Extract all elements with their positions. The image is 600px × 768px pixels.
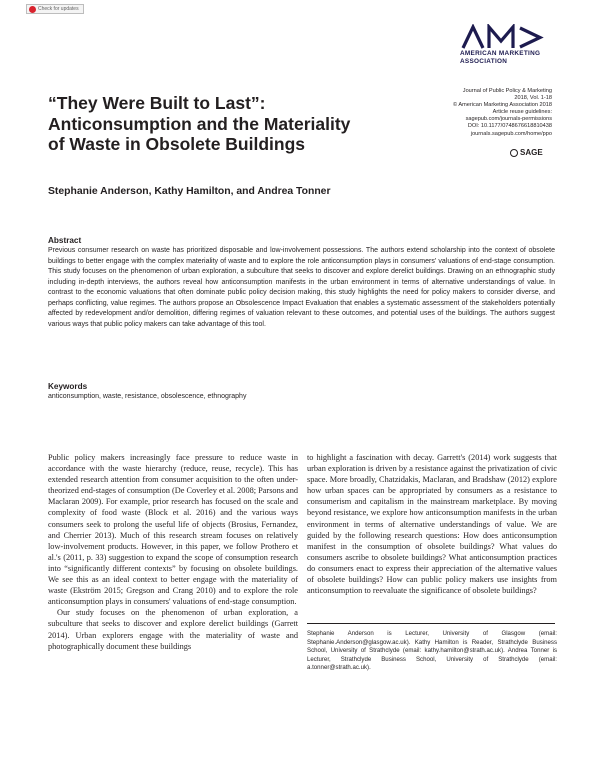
crossmark-icon <box>29 6 36 13</box>
title-line-3: of Waste in Obsolete Buildings <box>48 134 306 154</box>
journal-name: Journal of Public Policy & Marketing <box>462 88 552 94</box>
sage-icon <box>510 149 518 157</box>
article-title <box>48 93 378 155</box>
author-list: Stephanie Anderson, Kathy Hamilton, and Andrea Tonner <box>48 186 331 197</box>
author-affiliations-footnote: Stephanie Anderson is Lecturer, University of Glasgow (email: Stephanie.Anderson@glasgow.ac.uk). Kathy Hamilton is Reader, Strathclyde Business School, University of Strathclyde (email: kathy.hamilton@strath.ac.uk). Andrea Tonner is Lecturer, Strathclyde Business School, University of Strathclyde (email: a.tonner@strath.ac.uk). <box>307 630 557 672</box>
body-paragraph: Public policy makers increasingly face pressure to reduce waste in accordance with the waste hierarchy (reduce, reuse, recycle). This has extended research attention from consumer acquisition to the often under-theorized end-stages of consumption (De Coverley et al. 2008; Parsons and Maclaran 2009). For example, prior research has focused on the scale and complexity of food waste (Block et al. 2016) and the various ways consumers seek to prolong the useful life of objects (Brosius, Fernandez, and Cherrier 2013). Much of this research stream focuses on relatively low-involvement products. However, in this paper, we follow Prothero et al.'s (2011, p. 33) suggestion to expand the scope of consumption research into “significantly different contexts” by focusing on obsolete buildings. We see this as an ideal context to better engage with the materiality of waste (Ekström 2015; Gregson and Crang 2010) and to explore the role anticonsumption plays in consumers' valuations of end-stage consumption. <box>48 453 298 607</box>
body-column-left <box>48 452 298 652</box>
footnote-divider <box>307 623 555 624</box>
journal-home-link[interactable]: journals.sagepub.com/home/ppo <box>470 130 552 137</box>
ama-org-line2: ASSOCIATION <box>460 58 508 65</box>
body-column-right <box>307 452 557 596</box>
keywords-heading: Keywords <box>48 382 88 391</box>
ama-logo-mark <box>460 24 572 50</box>
abstract-text: Previous consumer research on waste has prioritized disposable and low-involvement possessions. The authors extend scholarship into the context of obsolete buildings to better engage with the complex materiality of waste and to explore the role anticonsumption plays in consumers' valuations of end-stage consumption. This study focuses on the phenomenon of urban exploration, a subculture that seeks to discover and explore derelict buildings. Drawing on an ethnographic study including in-depth interviews, the authors reveal how anticonsumption manifests in the urban environment in terms of alternative understandings of value. In contrast to the economic valuations that often dominate public policy decision making, this study highlights the need for policy makers to consider diverse, and perhaps conflicting, value regimes. The authors propose an Obsolescence Impact Evaluation that enables a systematic assessment of the stakeholders potentially affected by redevelopment and/or demolition, differing regimes of valuation relevant to these outcomes, and potential uses of the buildings. The authors suggest various ways that public policy makers can take advantage of this tool. <box>48 247 555 328</box>
ama-logo <box>460 24 572 66</box>
reuse-guidelines-label: Article reuse guidelines: <box>492 109 552 116</box>
abstract-heading: Abstract <box>48 236 82 245</box>
body-paragraph: to highlight a fascination with decay. Garrett's (2014) work suggests that urban exploration is driven by a resistance against the privatization of civic space. More broadly, Chatzidakis, Maclaran, and Bradshaw (2012) explore how urban spaces can be appropriated by consumers as a resistance to consumerism and capitalism in the mainstream marketplace. By moving beyond resistance, we explore how anticonsumption manifests in the urban environment in terms of alternative understandings of value. We are guided by the following research questions: How does anticonsumption manifest in the consumption of obsolete buildings? What values do consumers ascribe to obsolete buildings? What anticonsumption practices do consumers enact to express their appreciation of the alternative values of obsolete buildings? How can public policy makers use insights from anticonsumption to reevaluate the significance of obsolete buildings? <box>307 453 557 596</box>
ama-org-line1: AMERICAN MARKETING <box>460 50 541 57</box>
journal-volume: 2018, Vol. 1-18 <box>514 95 552 102</box>
journal-info <box>400 88 552 138</box>
body-paragraph: Our study focuses on the phenomenon of urban exploration, a subculture that seeks to discover and explore derelict buildings (Garrett 2014). Urban explorers engage with the materiality of waste and photographically document these buildings <box>48 608 298 651</box>
title-line-1: “They Were Built to Last”: <box>48 93 266 113</box>
journal-copyright: © American Marketing Association 2018 <box>453 102 552 109</box>
check-for-updates-label: Check for updates <box>38 6 79 12</box>
permissions-link[interactable]: sagepub.com/journals-permissions <box>465 116 552 123</box>
title-line-2: Anticonsumption and the Materiality <box>48 113 351 134</box>
check-for-updates-badge[interactable] <box>26 4 84 14</box>
keywords-text: anticonsumption, waste, resistance, obsolescence, ethnography <box>48 393 247 400</box>
doi[interactable]: DOI: 10.1177/0748676618810438 <box>467 123 552 130</box>
sage-logo <box>510 148 552 157</box>
sage-label: SAGE <box>520 148 543 157</box>
